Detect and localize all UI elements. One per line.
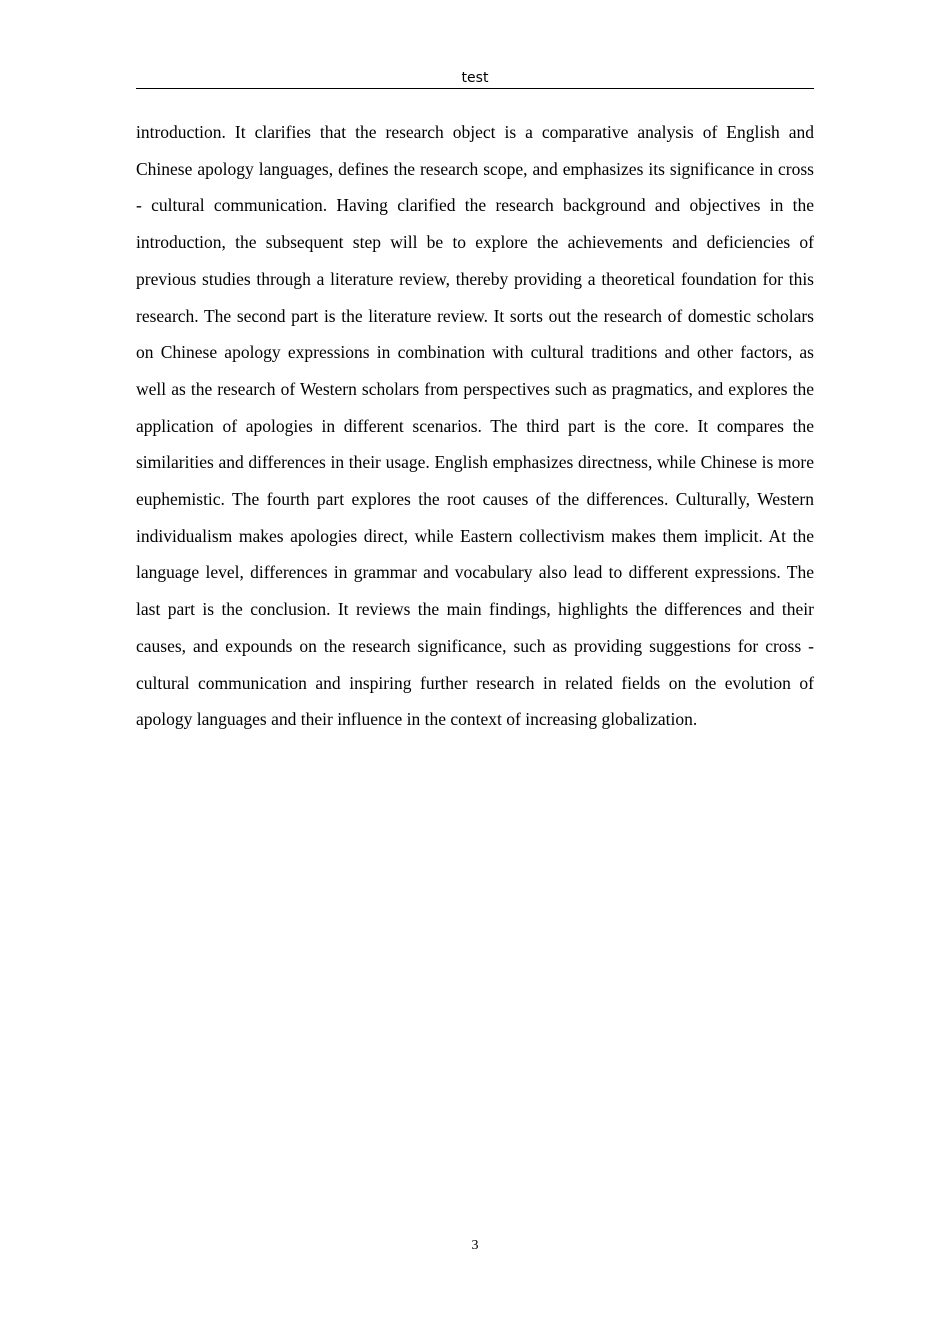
running-header: test	[136, 68, 814, 89]
page-number: 3	[471, 1238, 479, 1253]
body-paragraph: introduction. It clarifies that the research object is a comparative analysis of English and Chinese apology languages, defines the research scope, and emphasizes its significance in cross - cultural communication. Having clarified the research background and objectives in the introduction, the subsequent step will be to explore the achievements and deficiencies of previous studies through a literature review, thereby providing a theoretical foundation for this research. The second part is the literature review. It sorts out the research of domestic scholars on Chinese apology expressions in combination with cultural traditions and other factors, as well as the research of Western scholars from perspectives such as pragmatics, and explores the application of apologies in different scenarios. The third part is the core. It compares the similarities and differences in their usage. English emphasizes directness, while Chinese is more euphemistic. The fourth part explores the root causes of the differences. Culturally, Western individualism makes apologies direct, while Eastern collectivism makes them implicit. At the language level, differences in grammar and vocabulary also lead to different expressions. The last part is the conclusion. It reviews the main findings, highlights the differences and their causes, and expounds on the research significance, such as providing suggestions for cross - cultural communication and inspiring further research in related fields on the evolution of apology languages and their influence in the context of increasing globalization.	[136, 122, 814, 730]
